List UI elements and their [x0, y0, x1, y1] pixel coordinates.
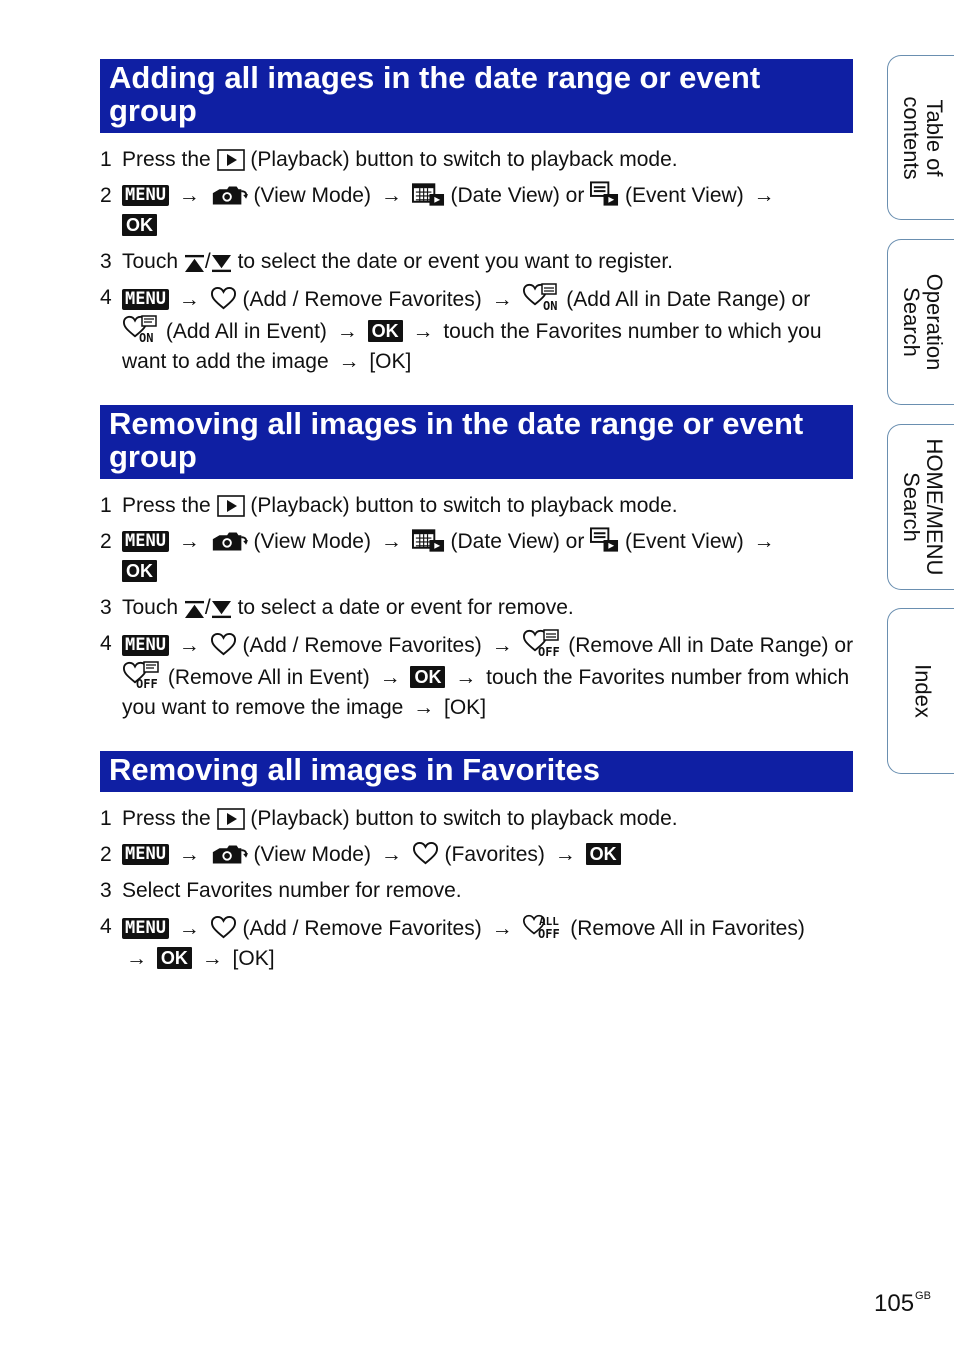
favorites-heart-icon[interactable] — [210, 286, 237, 311]
page-number-suffix: GB — [915, 1290, 931, 1302]
section-header-add-date-event: Adding all images in the date range or event group — [100, 59, 853, 133]
ok-button-label[interactable]: [OK] — [444, 696, 487, 719]
view-mode-icon[interactable] — [210, 529, 248, 553]
separator: / — [204, 250, 211, 273]
step-2 — [100, 840, 860, 870]
step-text: (Remove All in Favorites) — [570, 917, 805, 940]
step-text: (Remove All in Date Range) or — [568, 634, 854, 657]
step-text: (View Mode) — [253, 184, 371, 207]
step-1 — [100, 804, 860, 834]
arrow: → — [412, 320, 434, 343]
step-number: 1 — [100, 807, 112, 830]
step-text: (Playback) button to switch to playback mode. — [250, 148, 678, 171]
tab-label: Operation Search — [898, 273, 947, 371]
on-label: ON — [139, 331, 154, 343]
menu-key[interactable]: MENU — [122, 531, 169, 552]
off-label: OFF — [538, 645, 561, 657]
step-text: (Event View) — [625, 530, 744, 553]
tab-index[interactable] — [887, 608, 954, 774]
arrow: → — [379, 666, 401, 689]
step-text: Touch — [122, 596, 179, 619]
favorites-heart-icon[interactable] — [210, 632, 237, 657]
arrow: → — [178, 843, 200, 866]
ok-key[interactable]: OK — [586, 843, 621, 865]
menu-key[interactable]: MENU — [122, 289, 169, 310]
step-text: Press the — [122, 148, 211, 171]
ok-key[interactable]: OK — [368, 320, 403, 342]
step-text: (Favorites) — [444, 843, 545, 866]
remove-all-date-range-icon[interactable] — [522, 629, 562, 657]
view-mode-icon[interactable] — [210, 183, 248, 207]
step-number: 2 — [100, 184, 112, 207]
step-1 — [100, 491, 860, 521]
scroll-up-icon[interactable] — [184, 600, 205, 619]
favorites-heart-icon[interactable] — [210, 915, 237, 940]
step-4 — [100, 283, 860, 377]
tab-label: HOME/MENU Search — [898, 438, 947, 576]
separator: / — [204, 596, 211, 619]
step-text: (Add / Remove Favorites) — [242, 288, 482, 311]
steps-remove-favorites — [100, 804, 860, 974]
step-text: (View Mode) — [253, 530, 371, 553]
step-3 — [100, 593, 860, 623]
add-all-date-range-icon[interactable] — [522, 283, 560, 311]
arrow: → — [753, 184, 775, 207]
step-number: 4 — [100, 915, 112, 938]
step-text: touch the Favorites number from which you want to remove the image — [122, 666, 850, 719]
step-text: (Playback) button to switch to playback mode. — [250, 494, 678, 517]
scroll-down-icon[interactable] — [211, 600, 232, 619]
arrow: → — [336, 320, 358, 343]
tab-operation-search[interactable] — [887, 239, 954, 405]
arrow: → — [491, 917, 513, 940]
arrow: → — [455, 666, 477, 689]
event-view-icon[interactable] — [590, 181, 619, 207]
step-3 — [100, 247, 860, 277]
tab-label: Index — [910, 664, 935, 718]
steps-add-date-event — [100, 145, 860, 377]
arrow: → — [338, 350, 360, 373]
scroll-down-icon[interactable] — [211, 254, 232, 273]
arrow: → — [491, 634, 513, 657]
step-4 — [100, 629, 860, 723]
step-number: 1 — [100, 148, 112, 171]
tab-table-of-contents[interactable] — [887, 55, 954, 220]
ok-key[interactable]: OK — [157, 947, 192, 969]
step-number: 1 — [100, 494, 112, 517]
arrow: → — [380, 843, 402, 866]
tab-label: Table of contents — [898, 95, 947, 180]
ok-button-label[interactable]: [OK] — [369, 350, 412, 373]
on-label: ON — [543, 299, 558, 311]
step-text: to select a date or event for remove. — [237, 596, 574, 619]
page-number — [874, 1290, 931, 1318]
ok-key[interactable]: OK — [122, 214, 157, 236]
step-number: 4 — [100, 286, 112, 309]
step-text: (View Mode) — [253, 843, 371, 866]
step-text: Press the — [122, 494, 211, 517]
page-number-value: 105 — [874, 1290, 915, 1317]
step-number: 2 — [100, 530, 112, 553]
tab-home-menu-search[interactable] — [887, 424, 954, 590]
date-view-icon[interactable] — [412, 527, 445, 553]
off-label: OFF — [136, 677, 158, 689]
ok-button-label[interactable]: [OK] — [232, 947, 275, 970]
section-header-remove-date-event: Removing all images in the date range or event group — [100, 405, 853, 479]
step-text: (Add / Remove Favorites) — [242, 634, 482, 657]
ok-key[interactable]: OK — [410, 666, 445, 688]
step-text: to select the date or event you want to register. — [237, 250, 673, 273]
arrow: → — [491, 288, 513, 311]
step-text: (Add All in Date Range) or — [566, 288, 811, 311]
remove-all-event-icon[interactable] — [122, 661, 162, 689]
playback-icon — [217, 149, 245, 171]
step-text: (Date View) or — [450, 184, 585, 207]
step-number: 2 — [100, 843, 112, 866]
step-text: Press the — [122, 807, 211, 830]
menu-key[interactable]: MENU — [122, 844, 169, 865]
arrow: → — [753, 530, 775, 553]
step-text: (Add / Remove Favorites) — [242, 917, 482, 940]
arrow: → — [178, 917, 200, 940]
step-2 — [100, 527, 860, 587]
arrow: → — [413, 696, 435, 719]
step-text: touch the Favorites number to which you want to add the image — [122, 320, 822, 373]
view-mode-icon[interactable] — [210, 842, 248, 866]
scroll-up-icon[interactable] — [184, 254, 205, 273]
arrow: → — [201, 947, 223, 970]
step-number: 3 — [100, 879, 112, 902]
favorites-heart-icon[interactable] — [412, 841, 439, 866]
step-text: (Playback) button to switch to playback mode. — [250, 807, 678, 830]
arrow: → — [554, 843, 576, 866]
step-text: Touch — [122, 250, 179, 273]
step-text: (Event View) — [625, 184, 744, 207]
step-number: 3 — [100, 250, 112, 273]
arrow: → — [178, 634, 200, 657]
step-text: (Add All in Event) — [165, 320, 327, 343]
arrow: → — [126, 947, 147, 970]
arrow: → — [178, 530, 200, 553]
step-3 — [100, 876, 860, 906]
arrow: → — [380, 184, 402, 207]
step-4 — [100, 912, 860, 974]
menu-key[interactable]: MENU — [122, 635, 169, 656]
step-text: (Remove All in Event) — [167, 666, 370, 689]
off-label: OFF — [538, 927, 561, 940]
menu-key[interactable]: MENU — [122, 918, 169, 939]
all-label: ALL — [539, 915, 560, 928]
step-1 — [100, 145, 860, 175]
step-number: 4 — [100, 632, 112, 655]
ok-key[interactable]: OK — [122, 560, 157, 582]
step-2 — [100, 181, 860, 241]
event-view-icon[interactable] — [590, 527, 619, 553]
step-text: Select Favorites number for remove. — [122, 879, 462, 902]
playback-icon — [217, 495, 245, 517]
playback-icon — [217, 808, 245, 830]
step-text: (Date View) or — [450, 530, 585, 553]
arrow: → — [178, 288, 200, 311]
remove-all-favorites-icon[interactable] — [522, 912, 564, 940]
add-all-event-icon[interactable] — [122, 315, 160, 343]
arrow: → — [380, 530, 402, 553]
step-number: 3 — [100, 596, 112, 619]
menu-key[interactable]: MENU — [122, 185, 169, 206]
date-view-icon[interactable] — [412, 181, 445, 207]
arrow: → — [178, 184, 200, 207]
section-header-remove-favorites: Removing all images in Favorites — [100, 751, 853, 792]
steps-remove-date-event — [100, 491, 860, 723]
